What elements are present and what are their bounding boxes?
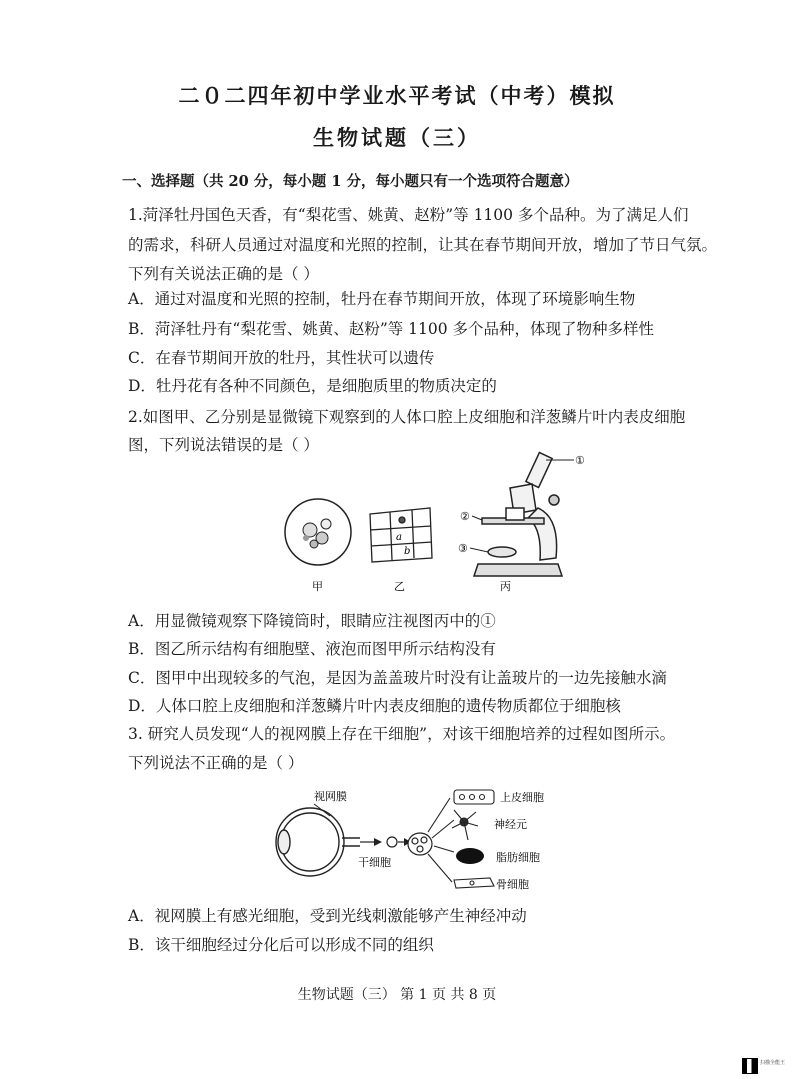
label-neuron: 神经元 <box>494 818 527 831</box>
fat-cell <box>456 848 484 864</box>
section-heading: 一、选择题（共 20 分，每小题 1 分，每小题只有一个选项符合题意） <box>122 173 579 190</box>
exam-subtitle: 生物试题（三） <box>313 125 481 150</box>
q1-stem-line2: 的需求，科研人员通过对温度和光照的控制，让其在春节期间开放，增加了节日气氛。 <box>128 236 718 254</box>
q3-stem-line1: 3. 研究人员发现“人的视网膜上存在干细胞”，对该干细胞培养的过程如图所示。 <box>128 725 676 743</box>
label-yi: 乙 <box>394 580 405 593</box>
neuron-cell <box>452 810 478 840</box>
q1-option-b: B．菏泽牡丹有“梨花雪、姚黄、赵粉”等 1100 多个品种，体现了物种多样性 <box>128 320 655 338</box>
qr-code-icon <box>742 1058 758 1074</box>
q1-option-a: A．通过对温度和光照的控制，牡丹在春节期间开放，体现了环境影响生物 <box>128 290 636 308</box>
label-jia: 甲 <box>312 580 323 593</box>
q2-option-b: B．图乙所示结构有细胞壁、液泡而图甲所示结构没有 <box>128 640 496 658</box>
epithelial-cells <box>454 790 494 804</box>
label-bing: 丙 <box>500 580 511 593</box>
q2-stem-line1: 2.如图甲、乙分别是显微镜下观察到的人体口腔上皮细胞和洋葱鳞片叶内表皮细胞 <box>128 408 686 426</box>
mark-b: b <box>404 546 411 557</box>
q3-option-b: B．该干细胞经过分化后可以形成不同的组织 <box>128 936 434 954</box>
q1-option-c: C．在春节期间开放的牡丹，其性状可以遗传 <box>128 349 435 367</box>
label-epithelial: 上皮细胞 <box>500 791 544 804</box>
q2-option-c: C．图甲中出现较多的气泡，是因为盖盖玻片时没有让盖玻片的一边先接触水滴 <box>128 669 667 687</box>
mark-a: a <box>396 532 402 543</box>
q2-stem-line2: 图，下列说法错误的是（ ） <box>128 436 319 454</box>
q3-stem-line2: 下列说法不正确的是（ ） <box>128 754 304 772</box>
mark-1: ① <box>575 454 585 467</box>
scanner-watermark: 扫描全能王 <box>760 1060 786 1066</box>
q3-figure <box>268 782 588 900</box>
stem-cell-cluster <box>408 833 432 855</box>
eye-diagram <box>276 808 360 876</box>
q2-figure <box>270 448 610 598</box>
stem-cell-single <box>387 837 397 847</box>
page-footer: 生物试题（三） 第 1 页 共 8 页 <box>297 987 497 1003</box>
q1-option-d: D．牡丹花有各种不同颜色，是细胞质里的物质决定的 <box>128 377 497 395</box>
q2-option-a: A．用显微镜观察下降镜筒时，眼睛应注视图丙中的① <box>128 612 496 630</box>
q3-option-a: A．视网膜上有感光细胞，受到光线刺激能够产生神经冲动 <box>128 907 527 925</box>
label-bone: 骨细胞 <box>496 878 529 891</box>
exam-title: 二０二四年初中学业水平考试（中考）模拟 <box>178 83 616 108</box>
mark-2: ② <box>460 510 470 523</box>
label-retina: 视网膜 <box>314 790 347 803</box>
bone-cell <box>454 878 494 888</box>
q1-stem-line3: 下列有关说法正确的是（ ） <box>128 265 319 283</box>
label-stem-cell: 干细胞 <box>358 856 391 869</box>
figure-bing-microscope <box>474 453 562 576</box>
figure-jia-cells <box>285 499 351 565</box>
mark-3: ③ <box>458 542 468 555</box>
q1-stem-line1: 1.菏泽牡丹国色天香，有“梨花雪、姚黄、赵粉”等 1100 多个品种。为了满足人们 <box>128 206 689 224</box>
label-fat: 脂肪细胞 <box>496 851 540 864</box>
q2-option-d: D．人体口腔上皮细胞和洋葱鳞片叶内表皮细胞的遗传物质都位于细胞核 <box>128 697 621 715</box>
